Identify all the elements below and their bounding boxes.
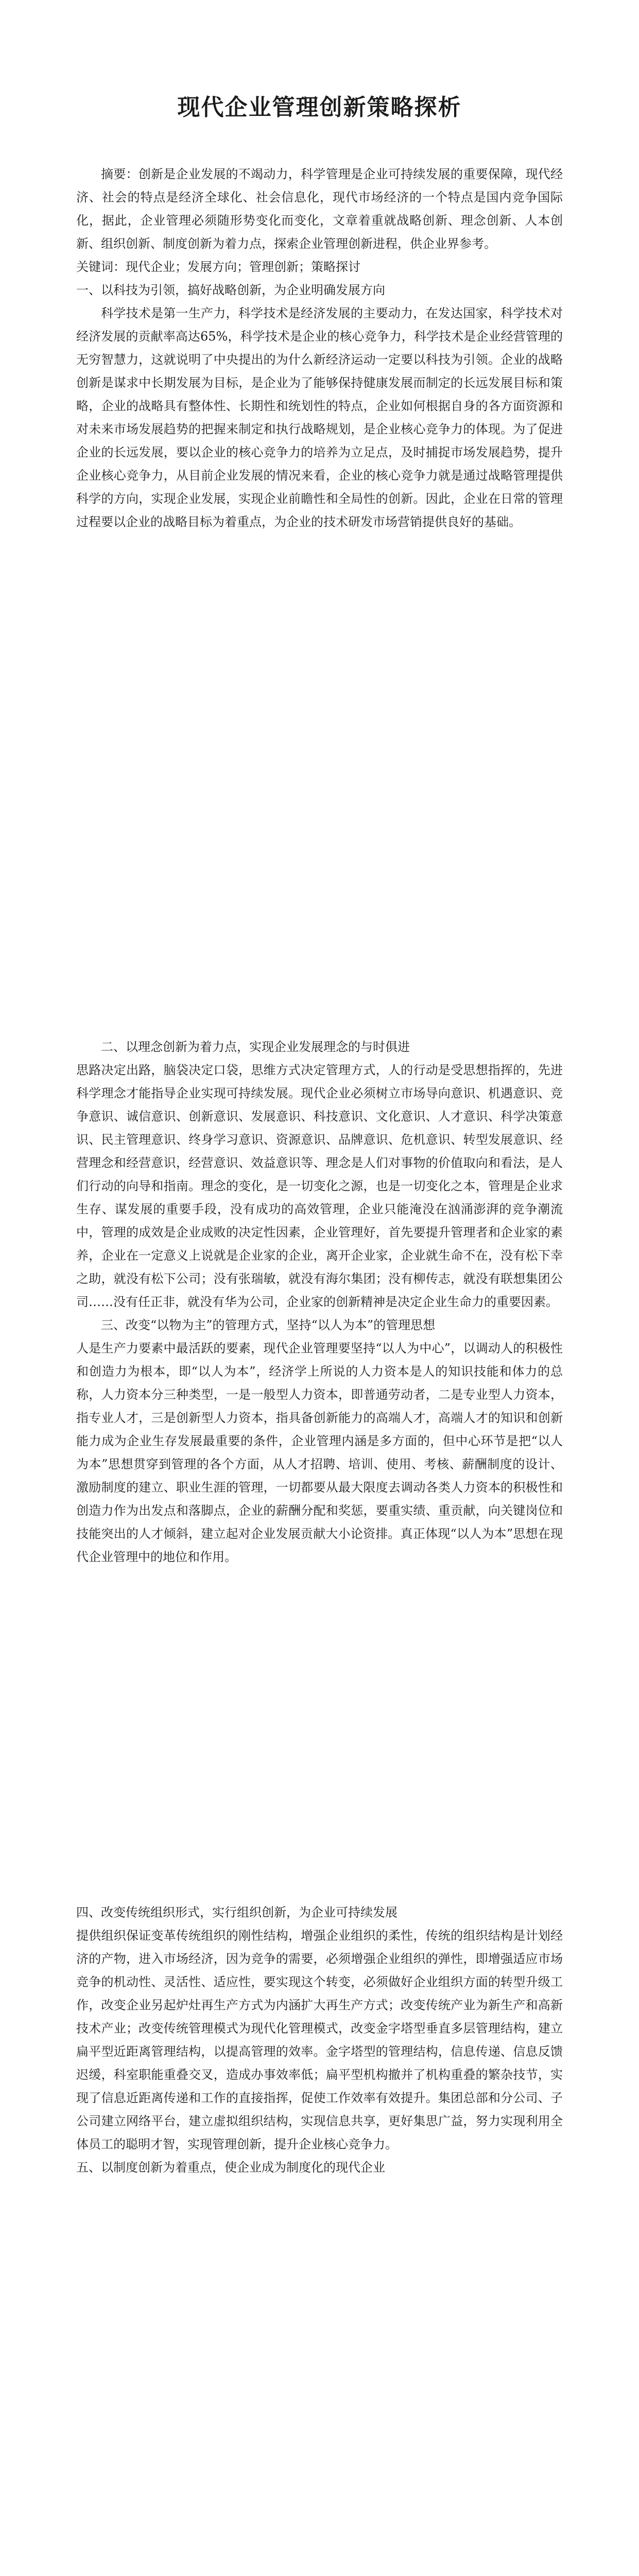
section-heading: 四、改变传统组织形式，实行组织创新，为企业可持续发展 [76,1905,398,1920]
document-title: 现代企业管理创新策略探析 [177,94,462,121]
body-paragraph: 科学技术是第一生产力，科学技术是经济发展的主要动力，在发达国家，科学技术对经济发展的贡献率高达65%，科学技术是企业的核心竞争力，科学技术是企业经营管理的无穷智慧力，这就说明了中央提出的为什么新经济运动一定要以科技为引领。企业的战略创新是谋求中长期发展为目标，是企业为了能够保持健康发展而制定的长远发展目标和策略，企业的战略具有整体性、长期性和统划性的特点，企业如何根据自身的各方面资源和对未来市场发展趋势的把握来制定和执行战略规划，是企业核心竞争力的体现。为了促进企业的长远发展，要以企业的核心竞争力的培养为立足点，及时捕捉市场发展趋势，提升企业核心竞争力，从目前企业发展的情况来看，企业的核心竞争力就是通过战略管理提供科学的方向，实现企业发展，实现企业前瞻性和全局性的创新。因此，企业在日常的管理过程要以企业的战略目标为着重点，为企业的技术研发市场营销提供良好的基础。 [76,306,563,529]
section-heading: 一、以科技为引领，搞好战略创新，为企业明确发展方向 [76,283,385,297]
abstract-paragraph: 摘要：创新是企业发展的不竭动力，科学管理是企业可持续发展的重要保障，现代经济、社会的特点是经济全球化、社会信息化，现代市场经济的一个特点是国内竞争国际化，据此，企业管理必须随形势变化而变化，文章着重就战略创新、理念创新、人本创新、组织创新、制度创新为着力点，探索企业管理创新进程，供企业界参考。 [76,167,563,251]
section-heading: 二、以理念创新为着力点，实现企业发展理念的与时俱进 [101,1040,410,1054]
body-section [76,1036,563,1569]
body-section [76,1901,563,2179]
body-paragraph: 提供组织保证变革传统组织的刚性结构，增强企业组织的柔性，传统的组织结构是计划经济的产物，进入市场经济，因为竞争的需要，必须增强企业组织的弹性，即增强适应市场竞争的机动性、灵活性、适应性，要实现这个转变，必须做好企业组织方面的转型升级工作，改变企业另起炉灶再生产方式为内涵扩大再生产方式；改变传统产业为新生产和高新技术产业；改变传统管理模式为现代化管理模式，改变金字塔型垂直多层管理结构，建立扁平型近距离管理结构，以提高管理的效率。金字塔型的管理结构，信息传递、信息反馈迟缓，科室职能重叠交叉，造成办事效率低；扁平型机构撤并了机构重叠的繁杂技节，实现了信息近距离传递和工作的直接指挥，促使工作效率有效提升。集团总部和分公司、子公司建立网络平台，建立虚拟组织结构，实现信息共享，更好集思广益，努力实现利用全体员工的聪明才智，实现管理创新，提升企业核心竞争力。 [76,1928,563,2151]
section-heading: 五、以制度创新为着重点，使企业成为制度化的现代企业 [76,2160,385,2175]
abstract-section [76,163,563,534]
keywords-line: 关键词：现代企业；发展方向；管理创新；策略探讨 [76,260,360,274]
body-paragraph: 思路决定出路，脑袋决定口袋，思维方式决定管理方式，人的行动是受思想指挥的，先进科学理念才能指导企业实现可持续发展。现代企业必须树立市场导向意识、机遇意识、竞争意识、诚信意识、创新意识、发展意识、科技意识、文化意识、人才意识、科学决策意识、民主管理意识、终身学习意识、资源意识、品牌意识、危机意识、转型发展意识、经营理念和经营意识，经营意识、效益意识等、理念是人们对事物的价值取向和看法，是人们行动的向导和指南。理念的变化，是一切变化之源，也是一切变化之本，管理是企业求生存、谋发展的重要手段，没有成功的高效管理，企业只能淹没在汹涌澎湃的竞争潮流中，管理的成效是企业成败的决定性因素，企业管理好，首先要提升管理者和企业家的素养，企业在一定意义上说就是企业家的企业，离开企业家，企业就生命不在，没有松下幸之助，就没有松下公司；没有张瑞敏，就没有海尔集团；没有柳传志，就没有联想集团公司……没有任正非，就没有华为公司，企业家的创新精神是决定企业生命力的重要因素。 [76,1063,563,1309]
section-heading: 三、改变“以物为主”的管理方式，坚持“以人为本”的管理思想 [101,1318,436,1332]
body-paragraph: 人是生产力要素中最活跃的要素，现代企业管理要坚持“以人为中心”，以调动人的积极性和创造力为根本，即“以人为本”，经济学上所说的人力资本是人的知识技能和体力的总称，人力资本分三种类型，一是一般型人力资本，即普通劳动者，二是专业型人力资本，指专业人才，三是创新型人力资本，指具备创新能力的高端人才，高端人才的知识和创新能力成为企业生存发展最重要的条件，企业管理内涵是多方面的，但中心环节是把“以人为本”思想贯穿到管理的各个方面，从人才招聘、培训、使用、考核、薪酬制度的设计、激励制度的建立、职业生涯的管理，一切都要从最大限度去调动各类人力资本的积极性和创造力作为出发点和落脚点，企业的薪酬分配和奖惩，要重实绩、重贡献，向关键岗位和技能突出的人才倾斜，建立起对企业发展贡献大小论资排。真正体现“以人为本”思想在现代企业管理中的地位和作用。 [76,1341,563,1564]
